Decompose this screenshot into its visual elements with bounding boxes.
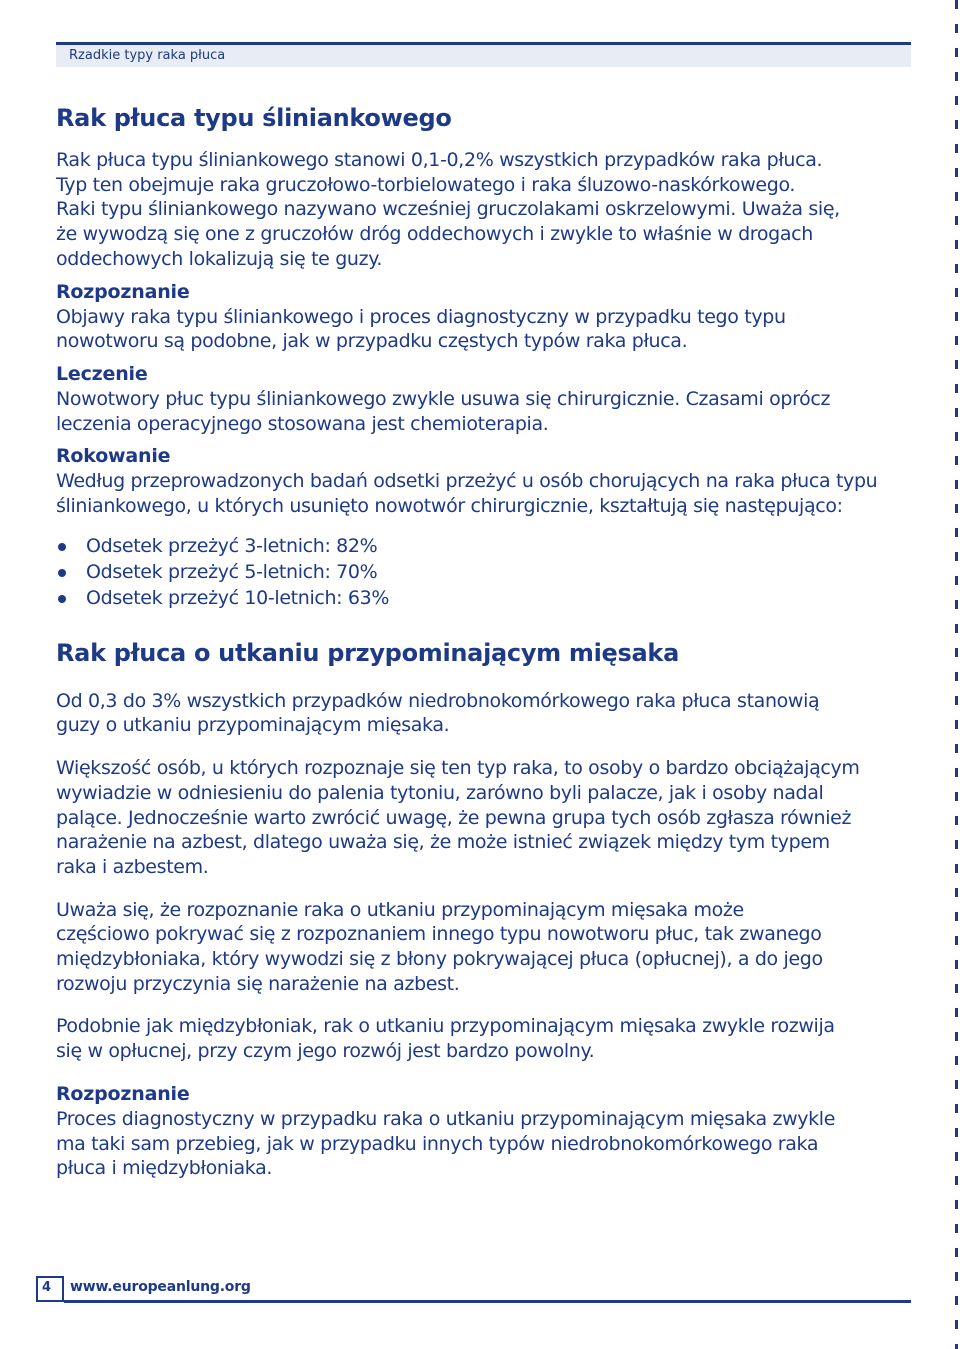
section-title-sarcomatoid: Rak płuca o utkaniu przypominającym mięsaka — [56, 638, 679, 667]
section-title-salivary: Rak płuca typu śliniankowego — [56, 104, 452, 132]
text-line: Podobnie jak międzybłoniak, rak o utkaniu przypominającym mięsaka zwykle rozwija — [56, 1015, 835, 1038]
paragraph-1 — [56, 689, 916, 738]
diagnosis-paragraph-2 — [56, 1107, 916, 1181]
text-line: nowotworu są podobne, jak w przypadku częstych typów raka płuca. — [56, 330, 688, 353]
subheading-diagnosis: Rozpoznanie — [56, 280, 190, 303]
main-content — [56, 96, 916, 1181]
text-line: ma taki sam przebieg, jak w przypadku innych typów niedrobnokomórkowego raka — [56, 1132, 819, 1155]
text-line: Nowotwory płuc typu śliniankowego zwykle usuwa się chirurgicznie. Czasami oprócz — [56, 387, 831, 410]
text-line: palące. Jednocześnie warto zwrócić uwagę, że pewna grupa tych osób zgłasza również — [56, 806, 852, 829]
text-line: raka i azbestem. — [56, 855, 209, 878]
list-item: Odsetek przeżyć 3-letnich: 82% — [86, 533, 916, 559]
text-line: leczenia operacyjnego stosowana jest chemioterapia. — [56, 412, 549, 435]
list-item: Odsetek przeżyć 5-letnich: 70% — [86, 559, 916, 585]
intro-paragraph — [56, 148, 916, 272]
text-line: wywiadzie w odniesieniu do palenia tytoniu, zarówno byli palacze, jak i osoby nadal — [56, 781, 824, 804]
subheading-treatment: Leczenie — [56, 362, 148, 385]
text-line: Uważa się, że rozpoznanie raka o utkaniu przypominającym mięsaka może — [56, 898, 744, 921]
footer-rule — [64, 1300, 911, 1303]
footer-url-link[interactable]: www.europeanlung.org — [70, 1279, 251, 1295]
text-line: Większość osób, u których rozpoznaje się ten typ raka, to osoby o bardzo obciążającym — [56, 757, 860, 780]
text-line: Typ ten obejmuje raka gruczołowo-torbielowatego i raka śluzowo-naskórkowego. — [56, 173, 796, 196]
text-line: Proces diagnostyczny w przypadku raka o utkaniu przypominającym mięsaka zwykle — [56, 1107, 836, 1130]
paragraph-2 — [56, 756, 916, 880]
text-line: Według przeprowadzonych badań odsetki przeżyć u osób chorujących na raka płuca typu — [56, 470, 878, 493]
text-line: oddechowych lokalizują się te guzy. — [56, 247, 383, 270]
paragraph-4 — [56, 1014, 916, 1063]
prognosis-paragraph — [56, 469, 916, 518]
text-line: rozwoju przyczynia się narażenie na azbest. — [56, 972, 460, 995]
header-bar — [56, 42, 911, 67]
text-line: międzybłoniaka, który wywodzi się z błony pokrywającej płuca (opłucnej), a do jego — [56, 948, 823, 971]
treatment-paragraph — [56, 387, 916, 436]
text-line: Raki typu śliniankowego nazywano wcześniej gruczolakami oskrzelowymi. Uważa się, — [56, 198, 840, 221]
running-header: Rzadkie typy raka płuca — [69, 48, 226, 63]
paragraph-3 — [56, 898, 916, 997]
subheading-prognosis: Rokowanie — [56, 445, 171, 468]
crop-marks — [955, 0, 958, 1349]
diagnosis-paragraph — [56, 305, 916, 354]
text-line: Rak płuca typu śliniankowego stanowi 0,1-0,2% wszystkich przypadków raka płuca. — [56, 149, 823, 171]
text-line: Od 0,3 do 3% wszystkich przypadków niedrobnokomórkowego raka płuca stanowią — [56, 689, 820, 712]
text-line: że wywodzą się one z gruczołów dróg oddechowych i zwykle to właśnie w drogach — [56, 223, 813, 246]
text-line: częściowo pokrywać się z rozpoznaniem innego typu nowotworu płuc, tak zwanego — [56, 923, 822, 946]
survival-list — [56, 533, 916, 611]
text-line: guzy o utkaniu przypominającym mięsaka. — [56, 714, 450, 737]
text-line: płuca i międzybłoniaka. — [56, 1157, 273, 1180]
list-item: Odsetek przeżyć 10-letnich: 63% — [86, 585, 916, 611]
subheading-diagnosis-2: Rozpoznanie — [56, 1082, 190, 1105]
text-line: narażenie na azbest, dlatego uważa się, że może istnieć związek między tym typem — [56, 831, 830, 854]
page-number: 4 — [42, 1280, 52, 1295]
text-line: śliniankowego, u których usunięto nowotwór chirurgicznie, kształtują się następująco: — [56, 495, 843, 518]
text-line: Objawy raka typu śliniankowego i proces diagnostyczny w przypadku tego typu — [56, 305, 786, 328]
text-line: się w opłucnej, przy czym jego rozwój jest bardzo powolny. — [56, 1040, 595, 1063]
